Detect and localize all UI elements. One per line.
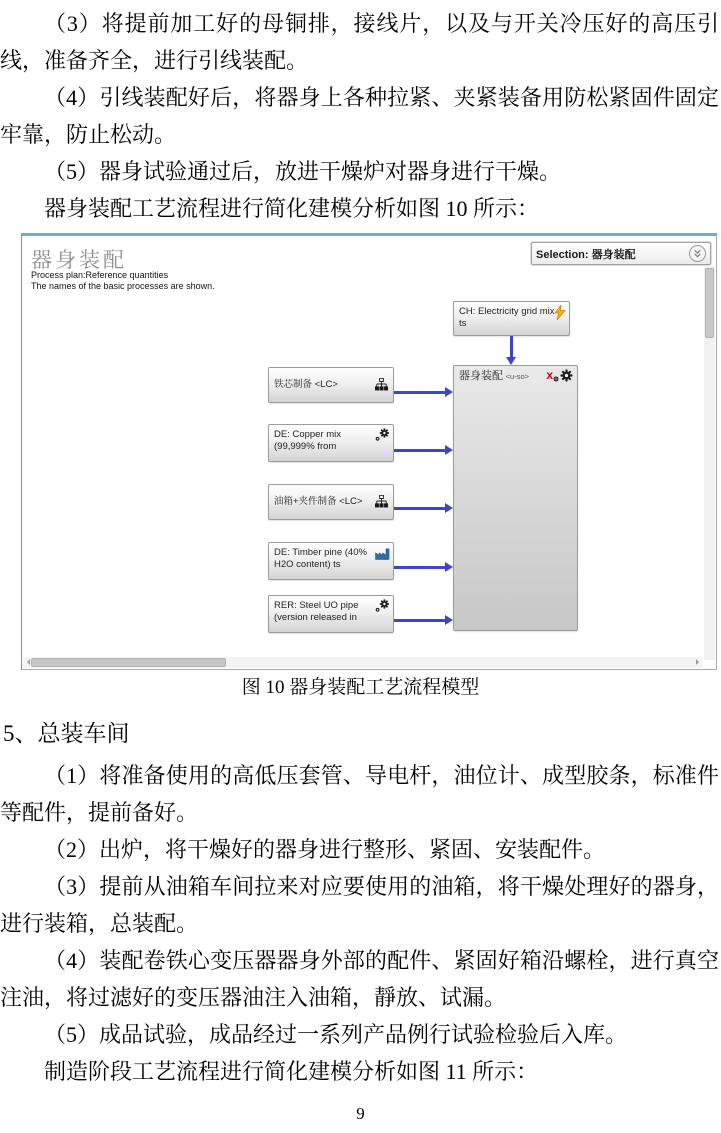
node-label: DE: Copper mix [274,429,342,440]
flow-arrow [394,507,445,510]
scrollbar-thumb[interactable] [31,658,226,667]
flow-arrow-electricity [510,336,513,357]
plan-hierarchy-icon [375,378,388,395]
node-label-line2: H2O content) ts [274,559,341,570]
gear-icon[interactable] [560,369,573,386]
node-label: RER: Steel UO pipe [274,600,359,611]
vertical-scrollbar[interactable] [704,266,715,660]
node-tank-clamp-prep[interactable] [268,484,394,520]
node-label-line2: ts [459,318,467,329]
selection-label: Selection: 器身装配 [536,248,636,261]
gears-icon [375,599,390,617]
paragraph: （2）出炉，将干燥好的器身进行整形、紧固、安装配件。 [44,837,606,862]
paragraph: （4）引线装配好后，将器身上各种拉紧、夹紧装备用防松紧固件固定牢靠，防止松动。 [0,85,719,147]
scroll-right-icon[interactable] [696,659,702,665]
bottom-text-block [0,757,719,1090]
flow-arrow [394,566,445,569]
plan-subtitle2: The names of the basic processes are shown. [31,281,215,291]
node-label-line2: (99,999% from [274,441,337,452]
process-plan-screenshot [21,233,717,670]
flow-arrow [394,619,445,622]
selection-dropdown[interactable] [531,242,711,265]
node-timber-pine[interactable] [268,542,394,580]
plan-title: 器身装配 [31,249,127,272]
factory-icon [375,548,390,564]
lightning-bolt-icon [554,305,566,324]
gears-icon [375,428,390,446]
top-text-block [0,5,719,227]
node-label: CH: Electricity grid mix [459,306,555,317]
delete-x-icon[interactable]: x [546,368,553,382]
paragraph: （3）将提前加工好的母铜排，接线片，以及与开关冷压好的高压引线，准备齐全，进行引线装配。 [0,11,719,73]
tiny-gear-icon [553,376,559,384]
plan-hierarchy-icon [375,495,388,512]
node-steel-uo-pipe[interactable] [268,595,394,633]
section-heading: 5、总装车间 [3,721,130,746]
node-label: 铁芯制备 <LC> [274,379,338,390]
horizontal-scrollbar[interactable] [23,657,703,668]
paragraph: 制造阶段工艺流程进行简化建模分析如图 11 所示： [44,1059,539,1084]
node-label: DE: Timber pine (40% [274,547,367,558]
node-body-assembly[interactable] [453,365,578,631]
node-label-line2: (version released in [274,612,357,623]
node-label: 油箱+夹件制备 <LC> [274,496,363,507]
page-number: 9 [356,1104,365,1123]
paragraph: （1）将准备使用的高低压套管、导电杆，油位计、成型胶条，标准件等配件，提前备好。 [0,763,719,825]
scroll-left-icon[interactable] [24,659,30,665]
paragraph: （3）提前从油箱车间拉来对应要使用的油箱，将干燥处理好的器身，进行装箱，总装配。 [0,874,719,936]
node-iron-core-prep[interactable] [268,367,394,403]
node-electricity-grid-mix[interactable] [453,301,570,336]
paragraph: 器身装配工艺流程进行简化建模分析如图 10 所示： [44,196,540,221]
paragraph: （5）成品试验，成品经过一系列产品例行试验检验后入库。 [44,1022,628,1047]
node-copper-mix[interactable] [268,424,394,462]
scrollbar-thumb[interactable] [705,268,714,338]
paragraph: （4）装配卷铁心变压器器身外部的配件、紧固好箱沿螺栓，进行真空注油，将过滤好的变压器油注入油箱，靜放、试漏。 [0,948,719,1010]
chevron-double-down-icon[interactable] [689,245,706,262]
node-label: 器身装配 [459,370,503,382]
plan-subtitle: Process plan:Reference quantities [31,270,169,280]
node-main-icons [546,369,573,386]
flow-arrow [394,391,445,394]
node-suffix: <u-so> [505,372,529,381]
figure-caption: 图 10 器身装配工艺流程模型 [241,677,480,698]
paragraph: （5）器身试验通过后，放进干燥炉对器身进行干燥。 [44,159,562,184]
flow-arrow [394,449,445,452]
